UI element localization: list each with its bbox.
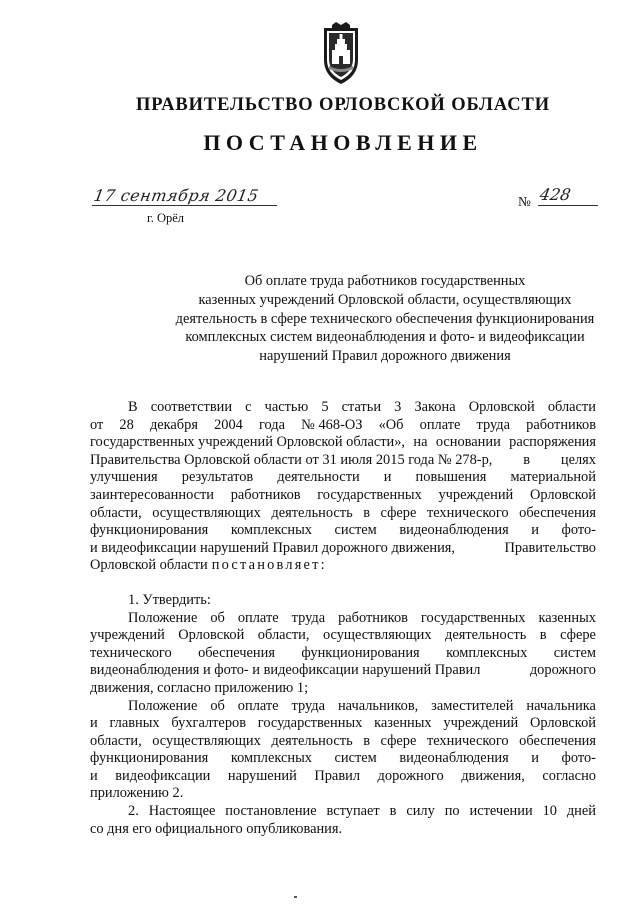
subject-line: комплексных систем видеонаблюдения и фото- и видеофиксации (185, 329, 585, 346)
body-line (90, 821, 596, 839)
body-word: казенных (538, 609, 596, 626)
body-word: в (363, 504, 370, 521)
number-label: № (518, 194, 531, 209)
body-word: осуществляющих (322, 627, 432, 644)
body-word: Правительство (504, 539, 596, 556)
body-word: области, (257, 627, 310, 644)
body-word: видеонаблюдения и фото- и видеофиксации нарушений Правил (90, 662, 481, 679)
body-word: Положение (128, 609, 198, 626)
body-word: сфере (380, 732, 417, 749)
body-word: технического (426, 504, 509, 521)
body-word: и (90, 715, 98, 732)
body-word: деятельности (277, 469, 360, 486)
body-word: соответствии (150, 399, 233, 415)
body-word: дорожного (529, 662, 596, 679)
body-line (90, 768, 596, 786)
body-word: технического (90, 644, 172, 661)
body-word: области, (90, 732, 142, 749)
document-type-title: ПОСТАНОВЛЕНИЕ (203, 130, 483, 155)
body-word: функционирования (301, 644, 420, 661)
body-word: учреждений (90, 627, 165, 644)
body-line (90, 627, 596, 645)
body-word: труда (291, 697, 325, 714)
body-word: Настоящее (148, 803, 216, 820)
body-word: истечении (469, 803, 533, 820)
body-word: деятельность (271, 732, 353, 749)
body-line (90, 469, 596, 487)
body-line (90, 505, 596, 523)
item-1-heading: 1. Утвердить: (128, 591, 211, 608)
body-word: декабря (149, 416, 198, 433)
body-line (90, 434, 596, 452)
body-word: заинтересованности (90, 486, 215, 503)
body-word: обеспечения (198, 644, 275, 661)
body-word: технического (426, 732, 509, 749)
body-word: Закона (414, 399, 456, 415)
body-word: области, (90, 504, 142, 521)
body-word: в (539, 627, 547, 644)
body-word: фото- (561, 750, 596, 767)
body-line (90, 487, 596, 505)
body-line (90, 417, 596, 435)
body-word: частью (264, 399, 309, 415)
body-word: нарушений (227, 767, 297, 784)
coat-of-arms-icon (318, 22, 364, 86)
number-field (518, 185, 598, 211)
body-word: 5 (321, 399, 329, 415)
body-word: учреждений (443, 715, 519, 732)
body-word: вступает (326, 803, 380, 820)
body-word: труда (476, 416, 511, 433)
body-word: учреждений (438, 486, 514, 503)
body-word: на (413, 434, 428, 451)
body-word: казенных (374, 715, 432, 732)
body-word: Орловской (529, 715, 596, 732)
number-underline (538, 205, 598, 206)
body-word: начальников, (337, 697, 419, 714)
body-word: работников (338, 609, 408, 626)
operative-word: постановляет: (211, 557, 327, 574)
body-word: систем (334, 750, 377, 767)
body-word: сфере (380, 504, 417, 521)
body-word: статьи (341, 399, 382, 415)
body-word: деятельность (445, 627, 527, 644)
body-word: Правительства Орловской области от 31 июля 2015 года № 278-р, (90, 451, 493, 468)
body-word: по (444, 803, 460, 820)
body-line (90, 750, 596, 768)
body-word: силу (406, 803, 435, 820)
body-word: видеонаблюдения (399, 750, 509, 767)
document-subject (60, 272, 640, 366)
body-line (90, 662, 596, 680)
body-word: постановление (225, 803, 317, 820)
government-title: ПРАВИТЕЛЬСТВО ОРЛОВСКОЙ ОБЛАСТИ (136, 95, 550, 115)
date-underline (92, 205, 277, 206)
date-field (92, 186, 277, 211)
body-line (90, 522, 596, 540)
body-line (90, 785, 596, 803)
body-word: целях (560, 451, 596, 468)
body-text: приложению 2. (90, 785, 184, 802)
subject-line: Об оплате труда работников государственных (244, 273, 526, 289)
body-word: комплексных (230, 750, 312, 767)
body-word: материальной (510, 469, 596, 486)
body-word: 28 (119, 416, 134, 433)
body-word: области (547, 399, 596, 415)
body-word: видеофиксации (115, 767, 211, 784)
body-word: государственных (420, 609, 526, 626)
subject-line: казенных учреждений Орловской области, осуществляющих (198, 291, 572, 308)
body-word: № 468-ОЗ (301, 416, 363, 433)
body-word: систем (553, 644, 596, 661)
body-word: государственных (317, 486, 422, 503)
body-word: деятельность (271, 504, 353, 521)
body-word: функционирования (90, 522, 209, 539)
body-line (90, 399, 596, 417)
body-line (90, 452, 596, 470)
body-word: оплате (419, 416, 461, 433)
body-word: 2. (128, 803, 139, 820)
body-word: бухгалтеров (171, 715, 246, 732)
body-word: и (90, 767, 98, 784)
body-line (90, 540, 596, 558)
body-word: дорожного (377, 767, 444, 784)
item-heading (90, 592, 596, 610)
body-word: 2004 (214, 416, 243, 433)
body-line (90, 733, 596, 751)
body-word: 3 (394, 399, 402, 415)
body-word: Положение (128, 697, 198, 714)
body-word: систем (334, 522, 377, 539)
body-word: основании (435, 434, 501, 451)
body-word: и (383, 469, 392, 486)
subject-line: нарушений Правил дорожного движения (259, 348, 511, 365)
body-word: обеспечения (519, 504, 596, 521)
handwritten-number: 428 (538, 185, 573, 204)
body-word: с (245, 399, 252, 415)
body-word: об (210, 697, 225, 714)
body-word: улучшения (90, 469, 158, 486)
document-body (90, 399, 596, 838)
body-word: комплексных (230, 522, 312, 539)
body-word: в (363, 732, 370, 749)
body-line (90, 610, 596, 628)
body-word: в (523, 451, 531, 468)
handwritten-date: 17 сентября 2015 (92, 186, 261, 205)
body-word: государственных учреждений Орловской области», (90, 434, 406, 451)
body-word: начальника (526, 697, 596, 714)
body-word: распоряжения (509, 434, 596, 451)
body-word: об (210, 609, 225, 626)
body-line (90, 803, 596, 821)
body-word: видеонаблюдения (399, 522, 509, 539)
body-word: работников (526, 416, 596, 433)
body-word: осуществляющих (152, 504, 261, 521)
body-word: главных (109, 715, 160, 732)
body-word: дней (566, 803, 596, 820)
body-word: работников (230, 486, 301, 503)
body-word: функционирования (90, 750, 209, 767)
body-word: Орловской (178, 627, 245, 644)
body-word: осуществляющих (152, 732, 261, 749)
body-word: от (90, 416, 104, 433)
page-mark (294, 896, 297, 898)
body-word: Орловской (468, 399, 535, 415)
body-word: 10 (542, 803, 557, 820)
body-word: заместителей (431, 697, 514, 714)
body-word: оплате (237, 697, 279, 714)
body-word: движения, (461, 767, 525, 784)
body-word: согласно (542, 767, 596, 784)
body-text: движения, согласно приложению 1; (90, 679, 309, 696)
body-word: года (258, 416, 286, 433)
body-word: сфере (560, 627, 596, 644)
body-word: в (389, 803, 397, 820)
body-word: оплате (237, 609, 279, 626)
body-word: В (128, 399, 138, 415)
body-word: комплексных (446, 644, 528, 661)
body-word: повышения (415, 469, 487, 486)
body-line (90, 680, 596, 698)
body-word: и (531, 750, 539, 767)
body-word: государственных (257, 715, 363, 732)
body-line (90, 715, 596, 733)
body-word: Правил (314, 767, 360, 784)
body-word: и (531, 522, 539, 539)
body-text: со дня его официального опубликования. (90, 820, 343, 837)
body-word: труда (291, 609, 326, 626)
body-word: обеспечения (519, 732, 596, 749)
body-text: Орловской области (90, 557, 208, 574)
body-word: фото- (561, 522, 596, 539)
body-word: и видеофиксации нарушений Правил дорожного движения, (90, 539, 456, 556)
body-word: Орловской (529, 486, 596, 503)
body-line (90, 557, 596, 575)
subject-line: деятельность в сфере технического обеспечения функционирования (175, 310, 595, 327)
body-line (90, 698, 596, 716)
city-label: г. Орёл (147, 211, 185, 225)
body-word: результатов (181, 469, 254, 486)
body-line (90, 645, 596, 663)
body-word: «Об (378, 416, 404, 433)
